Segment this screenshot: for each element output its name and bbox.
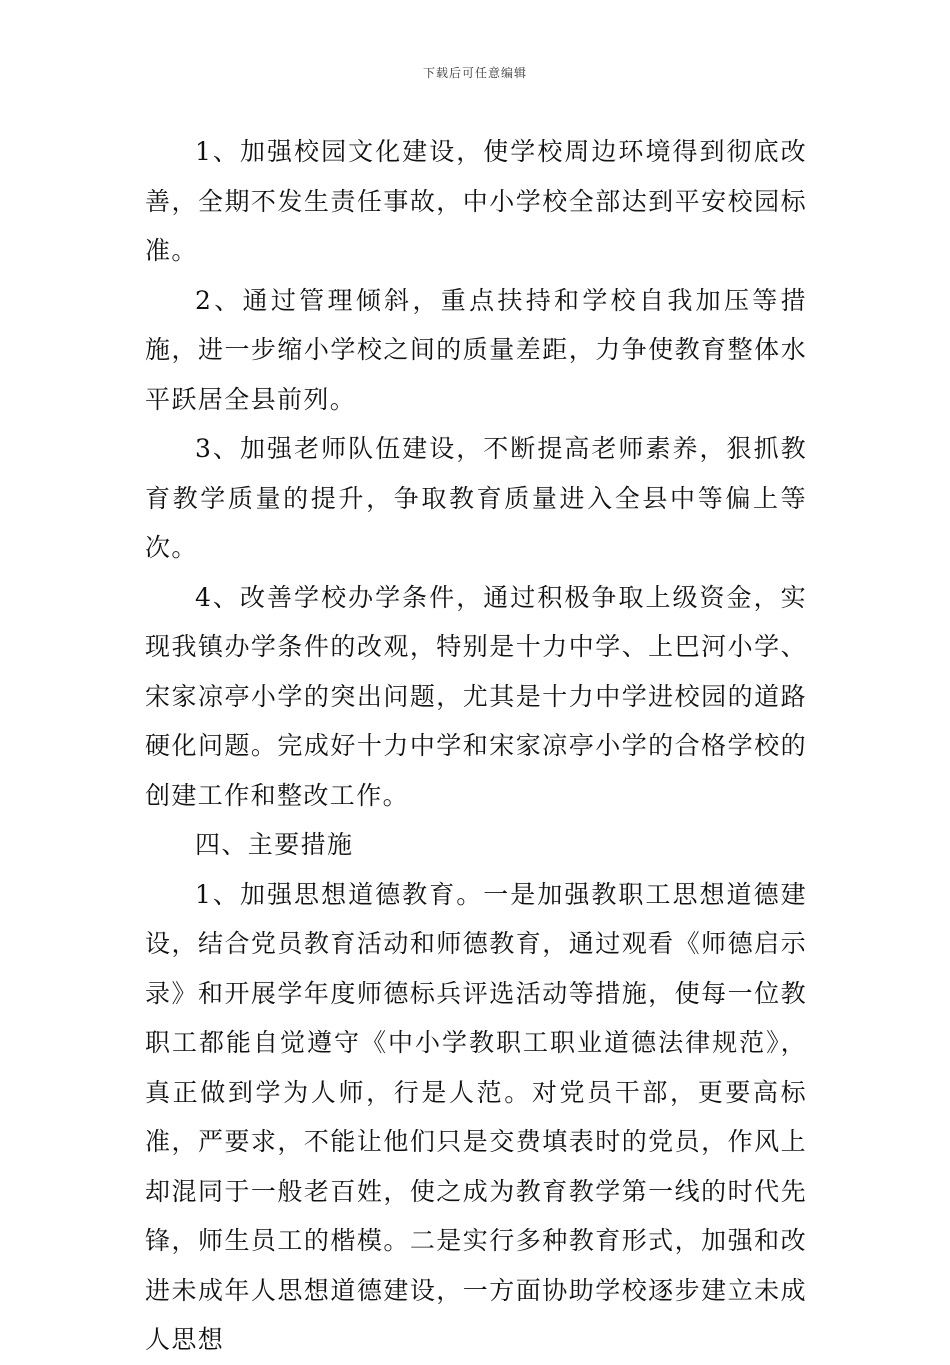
- section-heading-main-measures: 四、主要措施: [195, 830, 354, 859]
- page-header: 下载后可任意编辑: [422, 66, 527, 80]
- paragraph-measure-1: 1、加强思想道德教育。一是加强教职工思想道德建设，结合党员教育活动和师德教育，通过观看《师德启示录》和开展学年度师德标兵评选活动等措施，使每一位教职工都能自觉遵守《中小学教职工职业道德法律规范》，真正做到学为人师，行是人范。对党员干部，更要高标准，严要求，不能让他们只是交费填表时的党员，作风上却混同于一般老百姓，使之成为教育教学第一线的时代先锋，师生员工的楷模。二是实行多种教育形式，加强和改进未成年人思想道德建设，一方面协助学校逐步建立未成人思想: [145, 879, 807, 1354]
- paragraph-goal-3: 3、加强老师队伍建设，不断提高老师素养，狠抓教育教学质量的提升，争取教育质量进入全县中等偏上等次。: [145, 434, 807, 562]
- paragraph-goal-1: 1、加强校园文化建设，使学校周边环境得到彻底改善，全期不发生责任事故，中小学校全部达到平安校园标准。: [145, 137, 807, 265]
- paragraph-goal-4: 4、改善学校办学条件，通过积极争取上级资金，实现我镇办学条件的改观，特别是十力中学、上巴河小学、宋家凉亭小学的突出问题，尤其是十力中学进校园的道路硬化问题。完成好十力中学和宋家凉亭小学的合格学校的创建工作和整改工作。: [145, 582, 807, 810]
- document-body: [145, 127, 807, 1365]
- paragraph-goal-2: 2、通过管理倾斜，重点扶持和学校自我加压等措施，进一步缩小学校之间的质量差距，力争使教育整体水平跃居全县前列。: [145, 285, 807, 414]
